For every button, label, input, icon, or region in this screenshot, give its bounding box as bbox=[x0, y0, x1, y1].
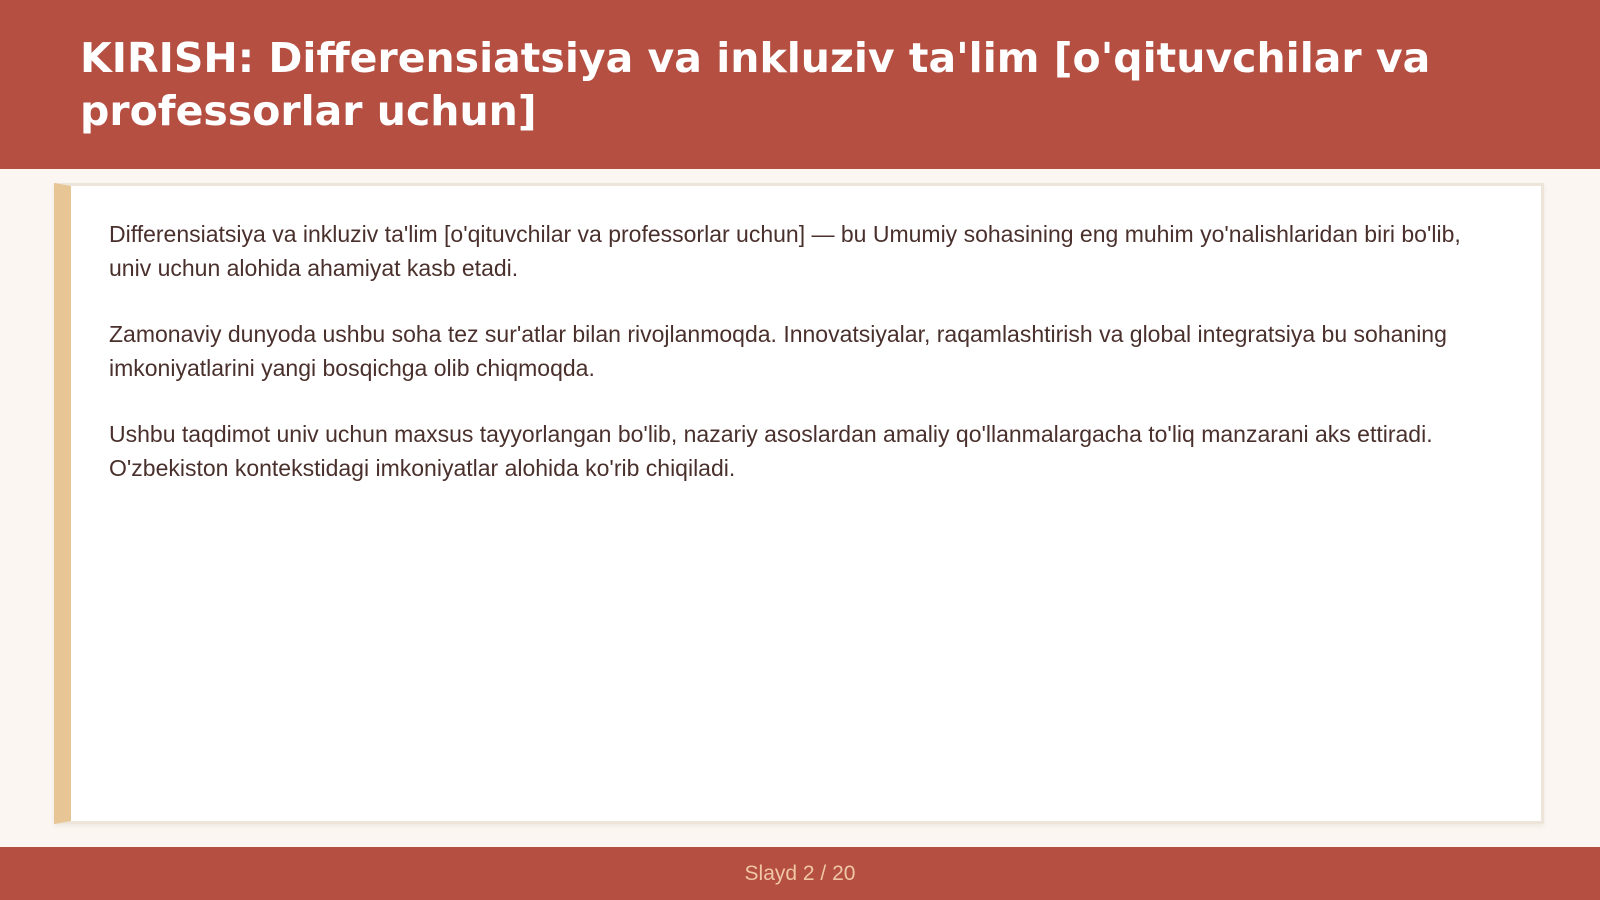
paragraph-modern-world: Zamonaviy dunyoda ushbu soha tez sur'atlar bilan rivojlanmoqda. Innovatsiyalar, raqamlashtirish va global integratsiya bu sohaning imkoniyatlarini yangi bosqichga olib chiqmoqda. bbox=[109, 321, 1447, 381]
content-card bbox=[54, 183, 1544, 824]
slide-header bbox=[0, 0, 1600, 169]
slide-footer bbox=[0, 847, 1600, 900]
slide-title: KIRISH: Differensiatsiya va inkluziv ta'lim [o'qituvchilar va professorlar uchun] bbox=[80, 34, 1431, 135]
paragraph-presentation-scope: Ushbu taqdimot univ uchun maxsus tayyorlangan bo'lib, nazariy asoslardan amaliy qo'llanmalargacha to'liq manzarani aks ettiradi. O'zbekiston kontekstidagi imkoniyatlar alohida ko'rib chiqiladi. bbox=[109, 421, 1433, 481]
paragraph-intro: Differensiatsiya va inkluziv ta'lim [o'qituvchilar va professorlar uchun] — bu Umumiy sohasining eng muhim yo'nalishlaridan biri bo'lib, univ uchun alohida ahamiyat kasb etadi. bbox=[109, 221, 1461, 281]
slide-counter: Slayd 2 / 20 bbox=[744, 861, 856, 885]
content-body bbox=[71, 186, 1541, 485]
